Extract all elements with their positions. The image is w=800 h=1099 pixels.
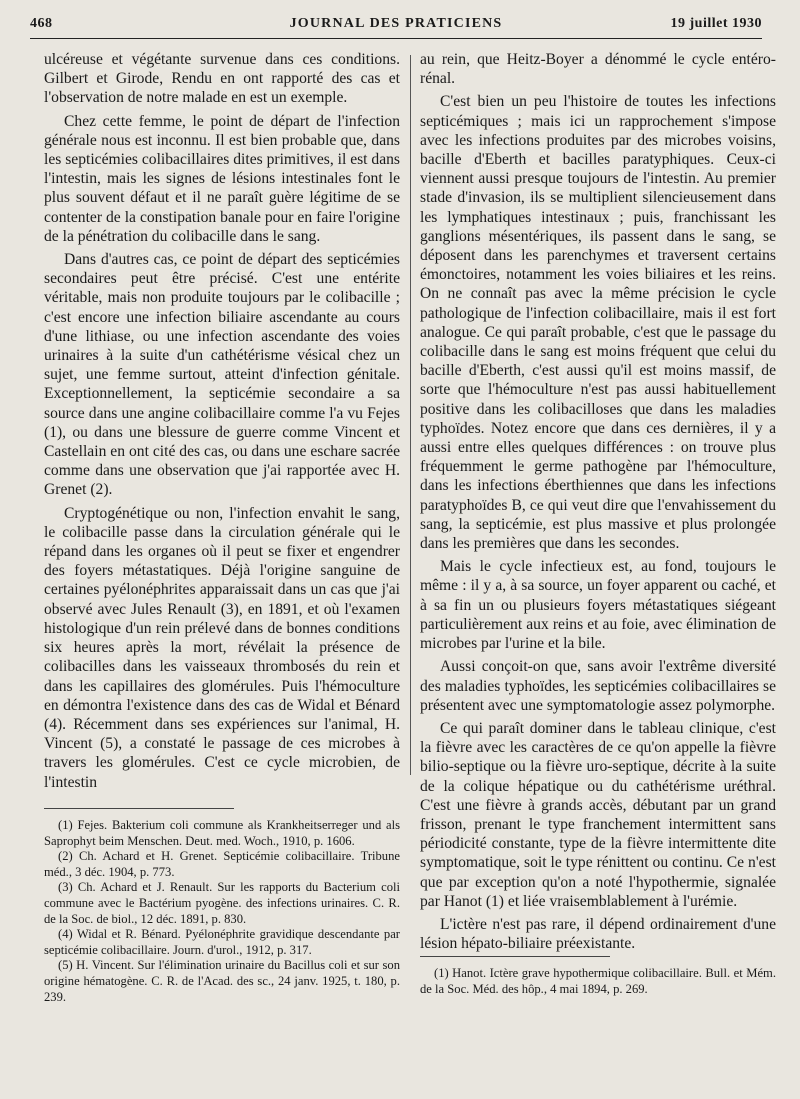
footnote: (1) Fejes. Bakterium coli commune als Krankheitserreger und als Saprophyt beim Menschen. Deut. med. Woch., 1910, p. 1606. xyxy=(44,818,400,848)
paragraph: C'est bien un peu l'histoire de toutes les infections septicémiques ; mais ici un rapprochement s'impose avec les infections produites par des microbes voisins, bacille d'Eberth et bacilles paratyphiques. Ceux-ci viennent aussi presque toujours de l'intestin. Au premier stade d'invasion, ils se multiplient silencieusement dans les lymphatiques intestinaux ; puis, franchissant les ganglions mésentériques, ils passent dans le sang, se déposent dans les parenchymes et traversent certains émonctoires, notamment les voies biliaires et les reins. On ne connaît pas avec la même précision le cycle pathologique de l'infection colibacillaire, mais il est fort analogue. Ce qui paraît probable, c'est que le passage du colibacille dans le sang est moins fréquent que celui du bacille d'Eberth, c'est aussi qu'il est moins massif, de sorte que l'hémoculture n'est pas aussi habituellement positive dans les colibacilloses que dans les maladies typhoïdes. Notez encore que dans ces dernières, il y a aussi entre elles quelques différences : on trouve plus fréquemment le germe pathogène par l'hémoculture, dans les infections éberthiennes que dans les infections paratyphoïdes B, ce qui veut dire que l'envahissement du sang, la septicémie, est plus massive et plus prolongée dans les premières que dans les secondes. xyxy=(420,93,776,553)
paragraph: Chez cette femme, le point de départ de l'infection générale nous est inconnu. Il est bien probable que, dans les septicémies colibacillaires dites primitives, il est dans l'intestin, mais les signes de lésions intestinales font le plus souvent défaut et il ne paraît guère légitime de se contenter de la constipation banale pour en faire l'origine de la pénétration du colibacille dans le sang. xyxy=(44,112,400,245)
journal-title: JOURNAL DES PRATICIENS xyxy=(289,16,503,31)
right-footnotes xyxy=(420,966,776,997)
issue-date: 19 juillet 1930 xyxy=(670,16,762,31)
paragraph: au rein, que Heitz-Boyer a dénommé le cycle entéro-rénal. xyxy=(420,51,776,88)
footnote: (5) H. Vincent. Sur l'élimination urinaire du Bacillus coli et sur son origine hématogène. C. R. de l'Acad. des sc., 24 janv. 1925, t. 180, p. 239. xyxy=(44,958,400,1004)
left-footnotes xyxy=(44,818,400,1005)
page-header xyxy=(30,14,762,36)
right-column xyxy=(420,50,776,957)
header-rule xyxy=(30,38,762,39)
footnote: (4) Widal et R. Bénard. Pyélonéphrite gravidique descendante par septicémie colibacillaire. Journ. d'urol., 1912, p. 317. xyxy=(44,927,400,957)
footnote: (2) Ch. Achard et H. Grenet. Septicémie colibacillaire. Tribune méd., 3 déc. 1904, p. 773. xyxy=(44,849,400,879)
paragraph: Cryptogénétique ou non, l'infection envahit le sang, le colibacille passe dans la circulation générale qui le répand dans les organes où il peut se fixer et engendrer des foyers métastatiques. Déjà l'origine sanguine de certaines pyélonéphrites apparaissait dans un cas que j'ai observé avec Jules Renault (3), en 1891, et où l'examen histologique d'un rein prélevé dans de bonnes conditions six heures après la mort, révélait la présence de colibacilles dans les vaisseaux thrombosés du rein et dans les capillaires des glomérules. Puis l'hémoculture en démontra l'existence dans des cas de Widal et Bénard (4). Récemment dans ses expériences sur l'animal, H. Vincent (5), a constaté le passage de ces microbes à travers les glomérules. C'est ce cycle microbien, de l'intestin xyxy=(44,504,400,791)
column-divider xyxy=(410,55,411,775)
footnote-rule xyxy=(420,956,610,957)
paragraph: Dans d'autres cas, ce point de départ des septicémies secondaires peut être précisé. C'est une entérite véritable, mais non produite toujours par le colibacille ; c'est encore une infection biliaire ascendante au cours d'une lithiase, ou une infection ascendante des voies urinaires à la suite d'un cathétérisme vésical chez un sujet, une femme surtout, atteint d'infection génitale. Exceptionnellement, la septicémie secondaire a sa source dans une angine colibacillaire comme l'a vu Fejes (1), ou dans une blessure de guerre comme Vincent et Castellain en ont cité des cas, ou dans une eschare sacrée comme dans une observation que j'ai rapportée avec H. Grenet (2). xyxy=(44,251,400,499)
paragraph: L'ictère n'est pas rare, il dépend ordinairement d'une lésion hépato-biliaire préexistante. xyxy=(420,915,776,953)
paragraph: Mais le cycle infectieux est, au fond, toujours le même : il y a, à sa source, un foyer apparent ou caché, et à sa fin un ou plusieurs foyers métastatiques siégeant particulièrement aux reins et au foie, avec élimination de microbes par l'urine et la bile. xyxy=(420,558,776,653)
left-column xyxy=(44,50,400,796)
page-number: 468 xyxy=(30,16,53,31)
footnote: (3) Ch. Achard et J. Renault. Sur les rapports du Bacterium coli commune avec le Bactérium pyogène. des infections urinaires. C. R. de la Soc. de biol., 12 déc. 1891, p. 830. xyxy=(44,880,400,926)
paragraph: Ce qui paraît dominer dans le tableau clinique, c'est la fièvre avec les caractères de ce qu'on appelle la fièvre bilio-septique ou la fièvre uro-septique, décrite à la suite de la colique hépatique ou du cathétérisme uréthral. C'est une fièvre à grands accès, débutant par un grand frisson, prenant le type franchement intermittent sans périodicité constante, type de la fièvre intermittente dite symptomatique, soit le type rénittent ou continu. Ce n'est que par exception qu'on a noté l'hypothermie, signalée par Hanot (1) et liée vraisemblablement à l'urémie. xyxy=(420,719,776,910)
paragraph: ulcéreuse et végétante survenue dans ces conditions. Gilbert et Girode, Rendu en ont rapporté des cas et l'observation de notre malade en est un exemple. xyxy=(44,51,400,107)
footnote-rule xyxy=(44,808,234,809)
paragraph: Aussi conçoit-on que, sans avoir l'extrême diversité des maladies typhoïdes, les septicémies colibacillaires se présentent avec une symptomatologie assez polymorphe. xyxy=(420,658,776,714)
footnote: (1) Hanot. Ictère grave hypothermique colibacillaire. Bull. et Mém. de la Soc. Méd. des hôp., 4 mai 1894, p. 269. xyxy=(420,966,776,996)
